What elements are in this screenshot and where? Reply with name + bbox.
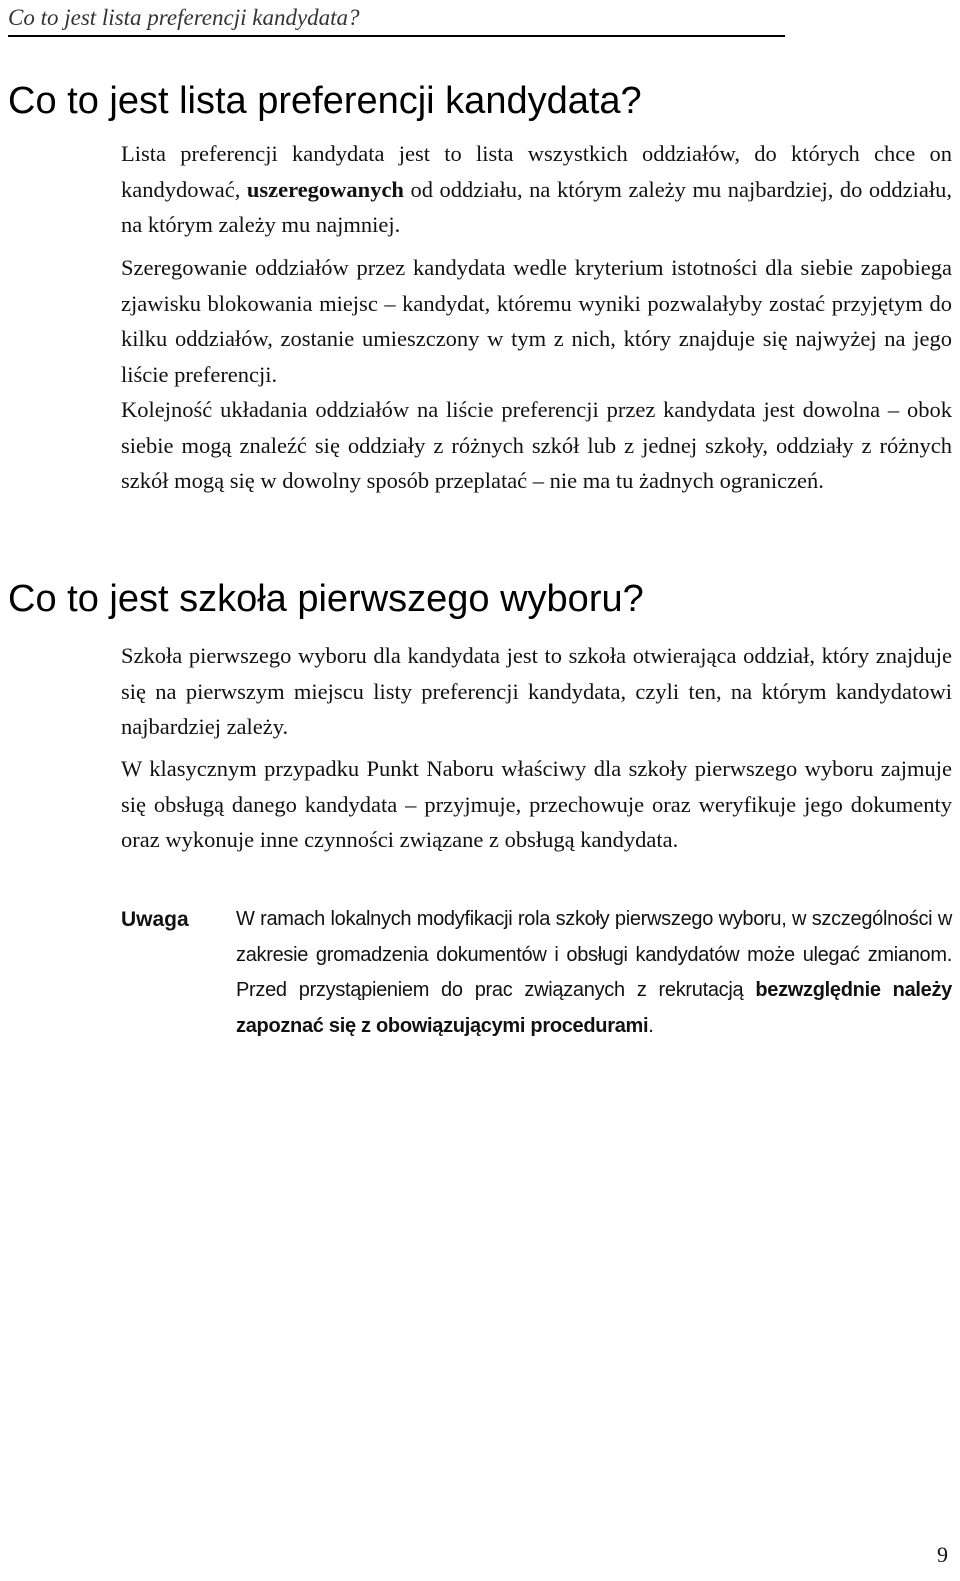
paragraph-ranking-explanation: Szeregowanie oddziałów przez kandydata wedle kryterium istotności dla siebie zapobiega zjawisku blokowania miejsc – kandydat, któremu wyniki pozwalałyby zostać przyjętym do kilku oddziałów, zostanie umieszczony w tym z nich, który znajduje się najwyżej na jego liście preferencji. bbox=[121, 255, 952, 387]
emphasis-ranked: uszeregowanych bbox=[246, 176, 404, 202]
running-header: Co to jest lista preferencji kandydata? bbox=[8, 5, 360, 30]
header-rule bbox=[8, 35, 785, 37]
page-number: 9 bbox=[937, 1542, 948, 1567]
note-label: Uwaga bbox=[121, 908, 189, 931]
note-body bbox=[236, 902, 952, 1044]
paragraph-text: Lista preferencji kandydata jest to lista wszystkich oddziałów, do których chce on kandydować, bbox=[121, 141, 952, 202]
section-heading-first-choice-school: Co to jest szkoła pierwszego wyboru? bbox=[8, 578, 644, 620]
note-text: W ramach lokalnych modyfikacji rola szkoły pierwszego wyboru, w szczególności w zakresie gromadzenia dokumentów i obsługi kandydatów może ulegać zmianom. Przed przystąpieniem do prac związanych z rekrutacją bbox=[236, 908, 952, 1002]
paragraph-first-choice-definition: Szkoła pierwszego wyboru dla kandydata jest to szkoła otwierająca oddział, który znajduje się na pierwszym miejscu listy preferencji kandydata, czyli ten, na którym kandydatowi najbardziej zależy. bbox=[121, 643, 952, 740]
paragraph-text: od oddziału, na którym zależy mu najbardziej, do oddziału, na którym zależy mu najmniej. bbox=[121, 176, 952, 238]
section-heading-preference-list: Co to jest lista preferencji kandydata? bbox=[8, 80, 642, 122]
paragraph-preference-list-definition bbox=[121, 136, 952, 243]
note-emphasis: bezwzględnie należy zapoznać się z obowiązującymi procedurami bbox=[236, 979, 952, 1037]
paragraph-ordering-rules: Kolejność układania oddziałów na liście preferencji przez kandydata jest dowolna – obok siebie mogą znaleźć się oddziały z różnych szkół lub z jednej szkoły, oddziały z różnych szkół mogą się w dowolny sposób przeplatać – nie ma tu żadnych ograniczeń. bbox=[121, 397, 952, 494]
note-text-end: . bbox=[648, 1014, 654, 1037]
paragraph-enrollment-point: W klasycznym przypadku Punkt Naboru właściwy dla szkoły pierwszego wyboru zajmuje się obsługą danego kandydata – przyjmuje, przechowuje oraz weryfikuje jego dokumenty oraz wykonuje inne czynności związane z obsługą kandydata. bbox=[121, 756, 952, 853]
